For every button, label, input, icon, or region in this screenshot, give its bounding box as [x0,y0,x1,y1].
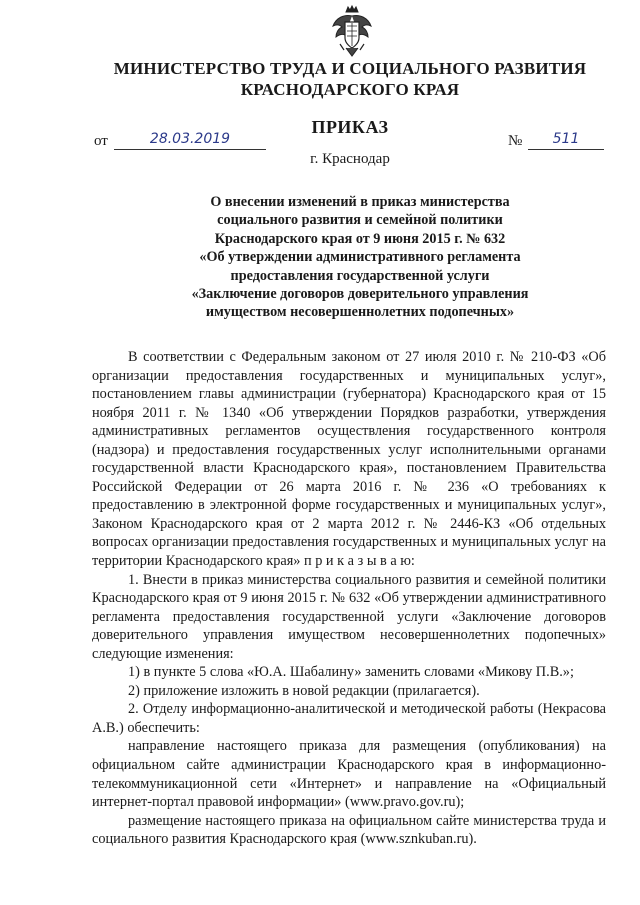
ministry-name [60,58,640,100]
date-label: от [94,133,108,149]
subject-line: Краснодарского края от 9 июня 2015 г. № 632 [214,230,506,247]
subject-line: социального развития и семейной политики [217,212,503,229]
order-subject [120,193,600,322]
body-paragraph-item-1: 1. Внести в приказ министерства социального развития и семейной политики Краснодарского края от 9 июня 2015 г. № 632 «Об утверждении административного регламента предоставления государственной услуги «Заключение договоров доверительного управления имуществом несовершеннолетних подопечных» следующие изменения: [92,571,606,662]
subject-line: О внесении изменений в приказ министерства [210,194,510,210]
order-title: ПРИКАЗ [311,117,389,137]
number-value: 511 [528,130,604,150]
city: г. Краснодар [310,151,390,167]
number-label: № [508,133,523,149]
ministry-line-1: МИНИСТЕРСТВО ТРУДА И СОЦИАЛЬНОГО РАЗВИТИЯ [113,59,587,78]
subject-line: «Заключение договоров доверительного управления [191,286,529,303]
order-body [92,348,606,849]
date-value: 28.03.2019 [114,130,266,150]
subject-line: «Об утверждении административного регламента [199,249,521,266]
ministry-line-2: КРАСНОДАРСКОГО КРАЯ [240,80,460,99]
body-paragraph-item-2: 2. Отделу информационно-аналитической и методической работы (Некрасова А.В.) обеспечить: [92,701,606,736]
subject-line: предоставления государственной услуги [230,267,490,284]
body-paragraph-website: размещение настоящего приказа на официальном сайте министерства труда и социального развития Краснодарского края (www.sznkuban.ru). [92,812,606,848]
coat-of-arms-icon [330,4,374,58]
body-paragraph-subitem-1: 1) в пункте 5 слова «Ю.А. Шабалину» заменить словами «Микову П.В.»; [128,664,574,681]
body-paragraph-subitem-2: 2) приложение изложить в новой редакции (прилагается). [128,682,480,699]
subject-line: имуществом несовершеннолетних подопечных» [205,304,515,321]
body-paragraph-preamble: В соответствии с Федеральным законом от 27 июля 2010 г. № 210-ФЗ «Об организации предоставления государственных и муниципальных услуг», постановлением главы администрации (губернатора) Краснодарского края от 15 ноября 2011 г. № 1340 «Об утверждении Порядков разработки, утверждения административных регламентов осуществления государственного контроля (надзора) и предоставления государственных услуг исполнительными органами государственной власти Краснодарского края», постановлением Правительства Российской Федерации от 26 марта 2016 г. № 236 «О требованиях к предоставлению в электронной форме государственных и муниципальных услуг», Законом Краснодарского края от 2 марта 2012 г. № 2446-КЗ «Об отдельных вопросах организации предоставления государственных и муниципальных услуг на территории Краснодарского края» п р и к а з ы в а ю: [92,349,606,570]
body-paragraph-publication: направление настоящего приказа для размещения (опубликования) на официальном сайте администрации Краснодарского края в информационно-телекоммуникационной сети «Интернет» и направление на «Официальный интернет-портал правовой информации» (www.pravo.gov.ru); [92,738,606,811]
